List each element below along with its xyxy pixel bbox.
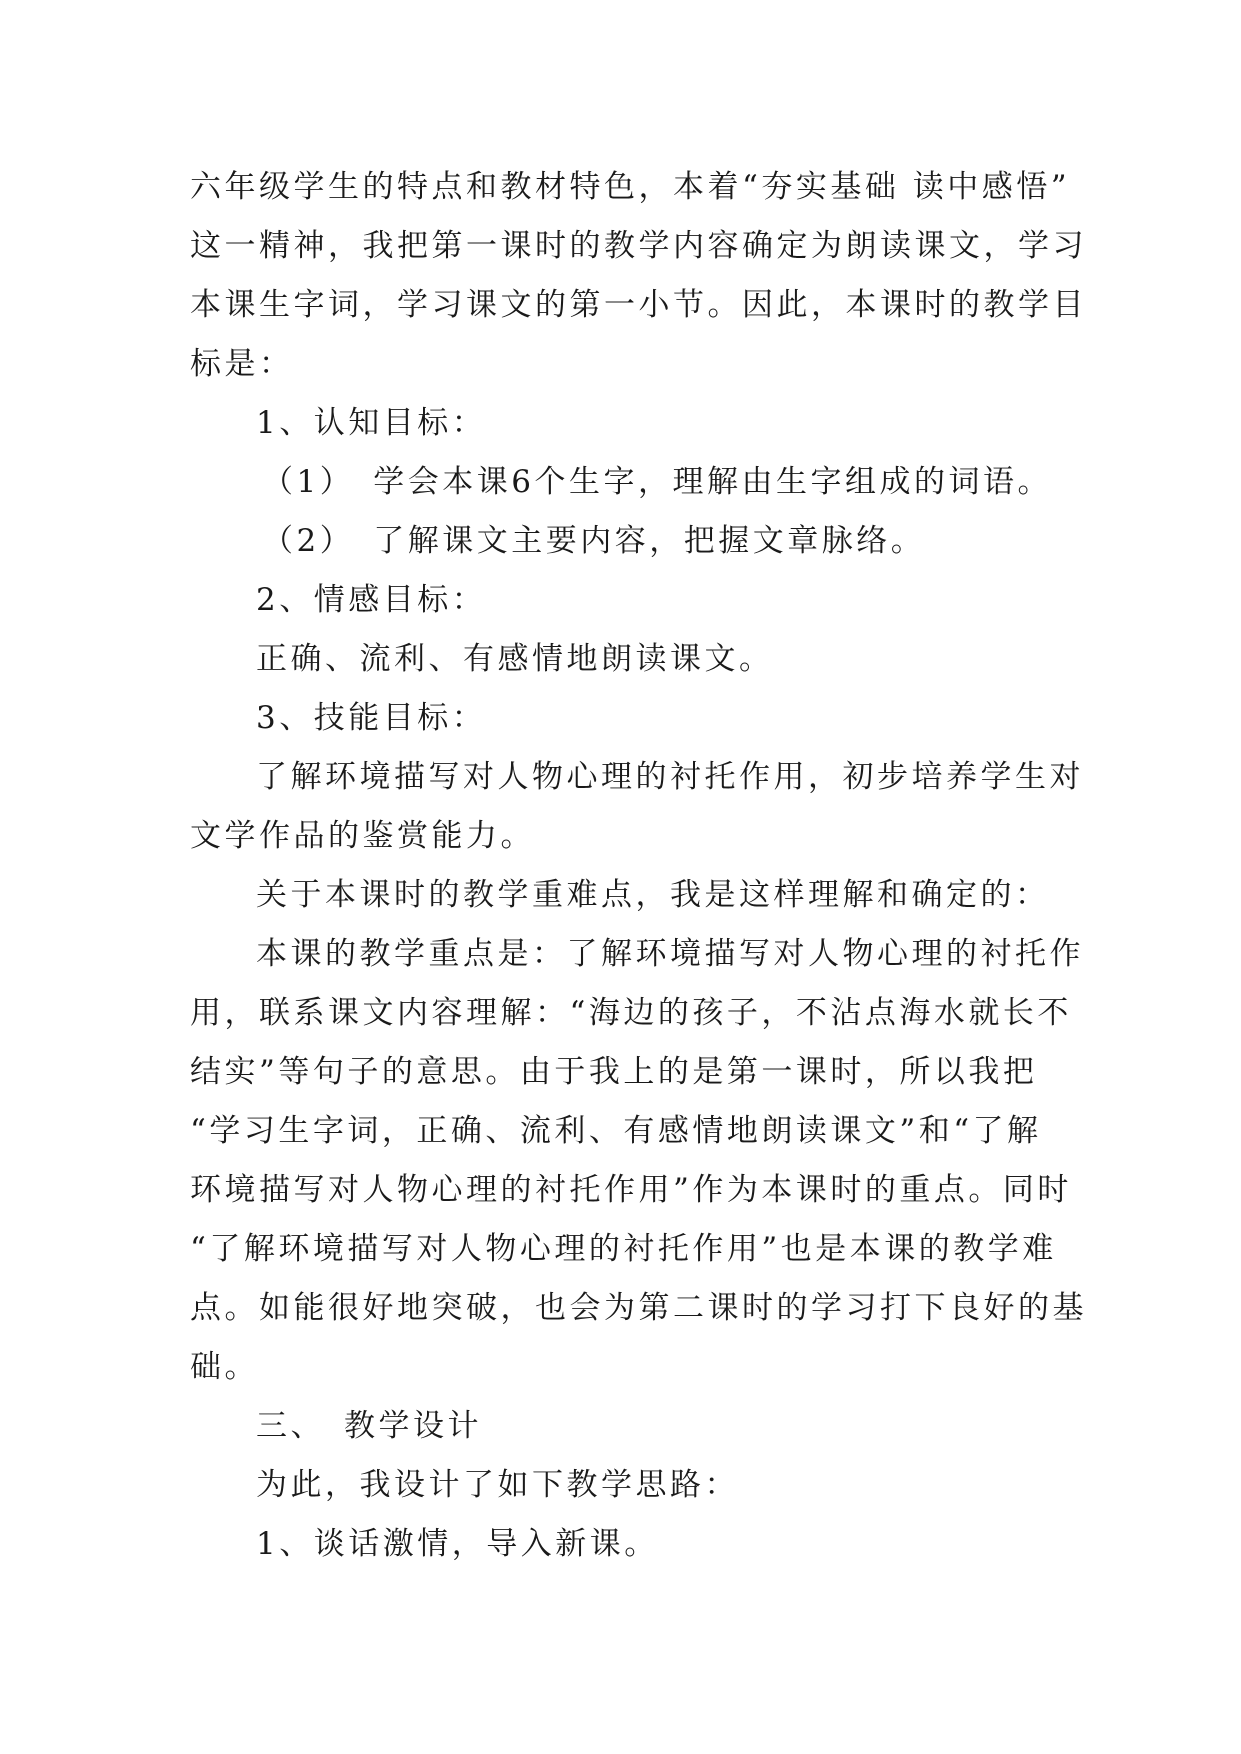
list-item-step-1: 1、谈话激情，导入新课。 xyxy=(256,1526,659,1562)
text-line: 结实”等句子的意思。由于我上的是第一课时，所以我把 xyxy=(190,1054,1038,1090)
paragraph-emotional-goal: 正确、流利、有感情地朗读课文。 xyxy=(256,641,774,677)
paragraph-intro xyxy=(190,158,1087,394)
text-line: 本课的教学重点是：了解环境描写对人物心理的衬托作 xyxy=(256,936,1084,972)
paragraph-key-points xyxy=(190,925,1087,1397)
text-line: 点。如能很好地突破，也会为第二课时的学习打下良好的基 xyxy=(190,1290,1087,1326)
text-line: “学习生字词，正确、流利、有感情地朗读课文”和“了解 xyxy=(190,1113,1042,1149)
list-item-goal-1: （1） 学会本课6个生字，理解由生字组成的词语。 xyxy=(262,464,1052,500)
paragraph-key-points-intro: 关于本课时的教学重难点，我是这样理解和确定的： xyxy=(256,877,1050,913)
paragraph-skill-goal xyxy=(190,748,1084,866)
heading-cognitive-goal: 1、认知目标： xyxy=(256,405,487,441)
text-line: 本课生字词，学习课文的第一小节。因此，本课时的教学目 xyxy=(190,287,1087,323)
text-line: 了解环境描写对人物心理的衬托作用，初步培养学生对 xyxy=(256,759,1084,795)
text-line: 六年级学生的特点和教材特色，本着“夯实基础 读中感悟” xyxy=(190,169,1071,205)
text-line: 标是： xyxy=(190,346,294,382)
text-line: 环境描写对人物心理的衬托作用”作为本课时的重点。同时 xyxy=(190,1172,1072,1208)
heading-emotional-goal: 2、情感目标： xyxy=(256,582,487,618)
text-line: 础。 xyxy=(190,1349,259,1385)
list-item-goal-2: （2） 了解课文主要内容，把握文章脉络。 xyxy=(262,523,926,559)
text-line: 这一精神，我把第一课时的教学内容确定为朗读课文，学习 xyxy=(190,228,1087,264)
document-body xyxy=(190,158,1087,1574)
text-line: “了解环境描写对人物心理的衬托作用”也是本课的教学难 xyxy=(190,1231,1057,1267)
section-heading-teaching-design: 三、 教学设计 xyxy=(256,1408,482,1444)
paragraph-design-intro: 为此，我设计了如下教学思路： xyxy=(256,1467,739,1503)
heading-skill-goal: 3、技能目标： xyxy=(256,700,487,736)
text-line: 用，联系课文内容理解：“海边的孩子，不沾点海水就长不 xyxy=(190,995,1072,1031)
text-line: 文学作品的鉴赏能力。 xyxy=(190,818,535,854)
